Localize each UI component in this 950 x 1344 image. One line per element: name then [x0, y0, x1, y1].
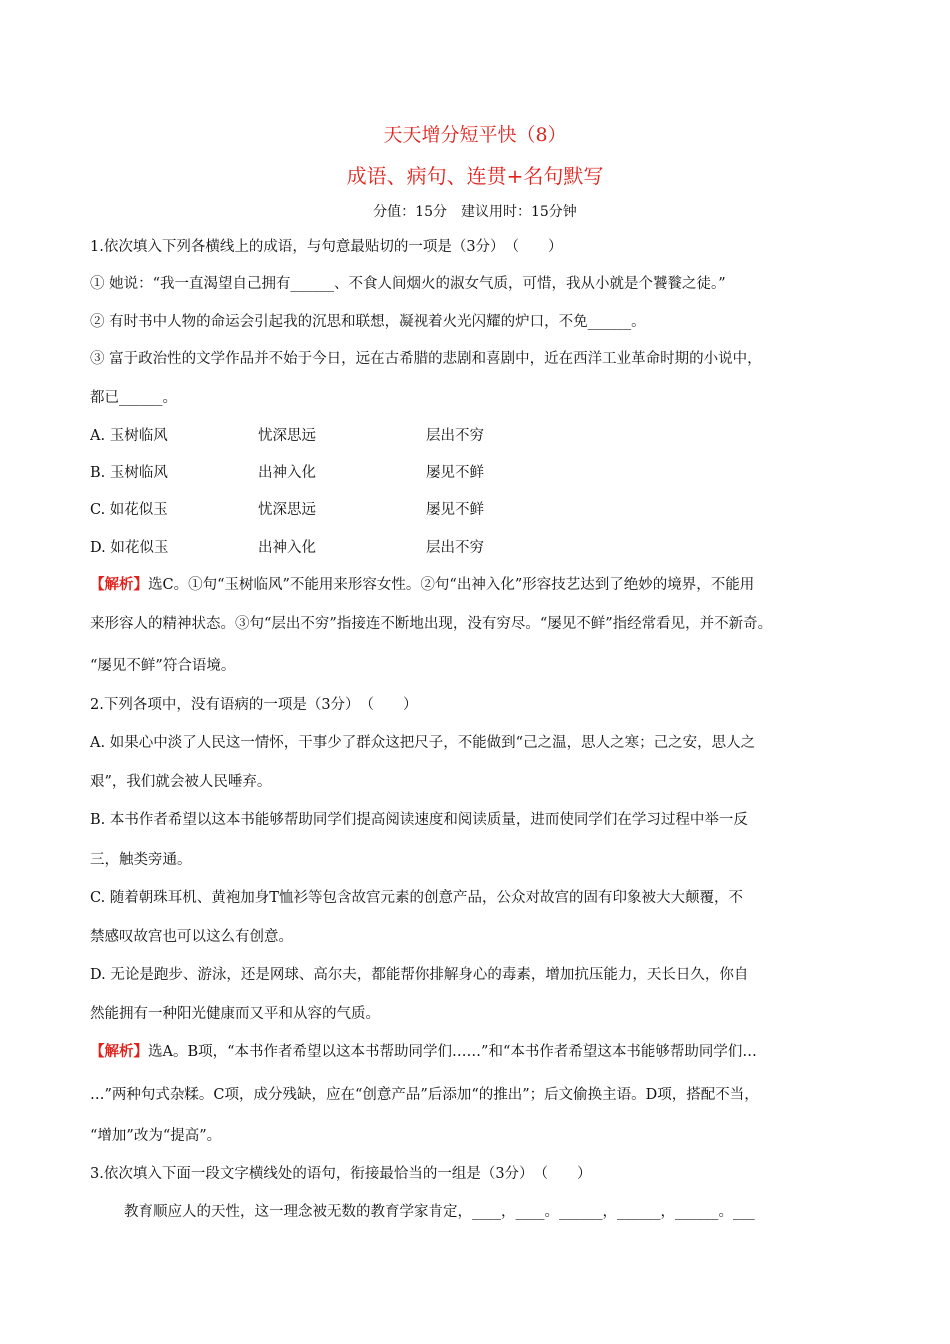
q2-analysis-1	[90, 1040, 757, 1061]
analysis-tag: 【解析】	[90, 576, 148, 593]
q3-stem: 3.依次填入下面一段文字横线处的语句，衔接最恰当的一组是（3分） （ ）	[90, 1166, 592, 1182]
q1-option-c-c: 屡见不鲜	[426, 502, 484, 518]
q1-option-d-label: D. 如花似玉	[90, 540, 169, 556]
q2-option-c-1: C. 随着朝珠耳机、黄袍加身T恤衫等包含故宫元素的创意产品，公众对故宫的固有印象被大大颠覆，不	[90, 890, 743, 906]
q1-analysis-2: 来形容人的精神状态。③句“层出不穷”指接连不断地出现，没有穷尽。“屡见不鲜”指经常看见，并不新奇。	[90, 616, 773, 632]
q1-option-a-label: A. 玉树临风	[90, 428, 168, 444]
q1-option-c-b: 忧深思远	[258, 502, 316, 518]
q1-option-a-c: 层出不穷	[426, 428, 484, 444]
q1-option-a-b: 忧深思远	[258, 428, 316, 444]
q1-option-b-c: 屡见不鲜	[426, 465, 484, 481]
q1-option-c-label: C. 如花似玉	[90, 502, 168, 518]
q2-option-d-1: D. 无论是跑步、游泳，还是网球、高尔夫，都能帮你排解身心的毒素，增加抗压能力，天长日久，你自	[90, 967, 749, 983]
q1-sentence-2: ② 有时书中人物的命运会引起我的沉思和联想，凝视着火光闪耀的炉口，不免______。	[90, 314, 646, 330]
q1-sentence-1: ① 她说：“我一直渴望自己拥有______、不食人间烟火的淑女气质，可惜，我从小就是个饕餮之徒。”	[90, 276, 726, 292]
q2-option-b-2: 三，触类旁通。	[90, 852, 192, 868]
q1-analysis-1	[90, 573, 754, 594]
page-title: 天天增分短平快（8）	[383, 124, 567, 146]
q2-option-c-2: 禁感叹故宫也可以这么有创意。	[90, 929, 293, 945]
q1-sentence-3a: ③ 富于政治性的文学作品并不始于今日，远在古希腊的悲剧和喜剧中，近在西洋工业革命时期的小说中，	[90, 351, 762, 367]
q2-analysis-text-1: 选A。B项，“本书作者希望以这本书帮助同学们……”和“本书作者希望这本书能够帮助同学们…	[148, 1044, 757, 1060]
q1-option-d-b: 出神入化	[258, 540, 316, 556]
analysis-tag: 【解析】	[90, 1043, 148, 1060]
q2-analysis-3: “增加”改为“提高”。	[90, 1128, 222, 1144]
q2-option-b-1: B. 本书作者希望以这本书能够帮助同学们提高阅读速度和阅读质量，进而使同学们在学习过程中举一反	[90, 812, 748, 828]
q1-stem: 1.依次填入下列各横线上的成语，与句意最贴切的一项是（3分） （ ）	[90, 239, 563, 255]
q1-option-b-label: B. 玉树临风	[90, 465, 168, 481]
q2-option-a-1: A. 如果心中淡了人民这一情怀，干事少了群众这把尺子，不能做到“己之温，思人之寒；己之安，思人之	[90, 735, 756, 751]
q3-sentence-1: 教育顺应人的天性，这一理念被无数的教育学家肯定，____，____。______，______，______。___	[124, 1204, 755, 1220]
q1-sentence-3b: 都已______。	[90, 390, 177, 406]
q1-option-b-b: 出神入化	[258, 465, 316, 481]
q2-option-a-2: 艰”，我们就会被人民唾弃。	[90, 774, 272, 790]
score-time-info: 分值：15分 建议用时：15分钟	[373, 204, 577, 220]
q1-option-d-c: 层出不穷	[426, 540, 484, 556]
q2-option-d-2: 然能拥有一种阳光健康而又平和从容的气质。	[90, 1006, 380, 1022]
q1-analysis-3: “屡见不鲜”符合语境。	[90, 658, 236, 674]
q2-analysis-2: …”两种句式杂糅。C项，成分残缺，应在“创意产品”后添加“的推出”；后文偷换主语。D项，搭配不当，	[90, 1087, 759, 1103]
q1-analysis-text-1: 选C。①句“玉树临风”不能用来形容女性。②句“出神入化”形容技艺达到了绝妙的境界，不能用	[148, 577, 755, 593]
q2-stem: 2.下列各项中，没有语病的一项是（3分） （ ）	[90, 697, 418, 713]
page-subtitle: 成语、病句、连贯+名句默写	[346, 164, 604, 188]
